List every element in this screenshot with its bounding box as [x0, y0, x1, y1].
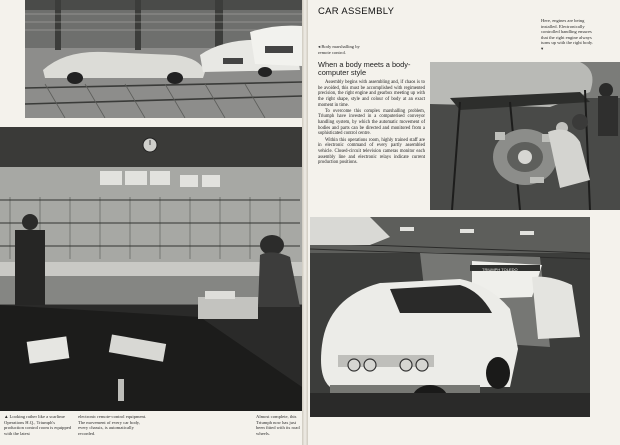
- article-heading: When a body meets a body-computer style: [318, 60, 411, 78]
- caption-operations-col2: electronic remote-control equipment. The movement of every car body, every chassis, is automatically recorded.: [78, 414, 147, 436]
- body-paragraph-1: Assembly begins with assembling and, if chaos is to be avoided, this must be accomplished with regimented precision, the right engine and gearbox meeting up with the right shape, style and colour of body at an exact moment in time.: [318, 80, 425, 108]
- photo-final-assembly: [310, 217, 590, 417]
- caption-engines: Here, engines are being installed. Electronically controlled handling ensures that the right engine always turns up with the right body. ▾: [541, 18, 594, 51]
- photo-engine-install: [430, 62, 620, 210]
- caption-operations-col1: ▲Looking rather like a scarlime Operations H.Q., Triumph's production control room is equipped with the latest: [4, 414, 72, 436]
- section-title: CAR ASSEMBLY: [318, 6, 395, 17]
- caption-almost-complete: Almost complete, this Triumph now has just been fitted with its road wheels.: [256, 414, 300, 436]
- body-paragraph-3: Within this operations room, highly trained staff are in electronic command of every partly assembled vehicle. Closed-circuit television cameras monitor each assembly line and electronic relays indicate current production positions.: [318, 137, 425, 166]
- caption-body-marshalling: ◂Body marshalling by remote control.: [318, 44, 360, 55]
- photo-body-marshalling: [25, 0, 302, 118]
- article-body: [318, 80, 425, 166]
- vehicle-plate: TRIUMPH TOLEDO: [482, 267, 518, 272]
- body-paragraph-2: To overcome this complex marshalling problem, Triumph have invested in a computerised conveyor handling system, by which the automatic movement of bodies and parts can be directed and monitored from a sophisticated control centre.: [318, 108, 425, 137]
- left-page: [0, 0, 302, 445]
- photo-operations-room: [0, 127, 302, 411]
